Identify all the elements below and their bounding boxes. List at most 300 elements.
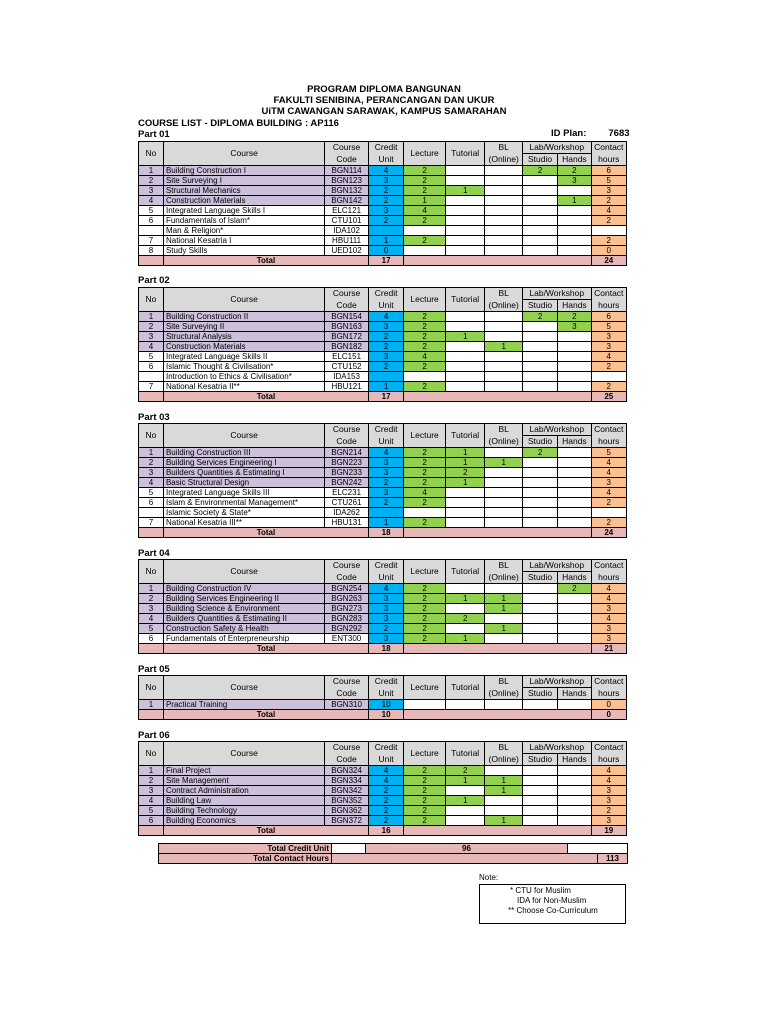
bl-online-hours: [485, 216, 522, 226]
bl-online-hours: [485, 700, 522, 710]
lecture-hours: 2: [404, 766, 446, 776]
total-row: [139, 826, 627, 836]
course-name: Construction Materials: [163, 196, 324, 206]
bl-online-hours: [485, 488, 522, 498]
table-row: [139, 176, 627, 186]
course-code: BGN310: [325, 700, 369, 710]
course-code: BGN142: [325, 196, 369, 206]
header-bl: BL: [485, 742, 522, 754]
hands-hours: [558, 796, 591, 806]
header-bl: BL: [485, 424, 522, 436]
contact-hours: 2: [591, 362, 626, 372]
header-no: No: [139, 560, 164, 584]
lecture-hours: 2: [404, 518, 446, 528]
row-number: 2: [139, 322, 164, 332]
header-no: No: [139, 288, 164, 312]
table-row: [139, 594, 627, 604]
contact-hours: 4: [591, 488, 626, 498]
course-name: Site Surveying I: [163, 176, 324, 186]
course-name: Building Services Engineering I: [163, 458, 324, 468]
table-row: [139, 216, 627, 226]
bl-online-hours: [485, 796, 522, 806]
credit-unit: 3: [368, 468, 403, 478]
bl-online-hours: [485, 226, 522, 236]
tutorial-hours: 1: [445, 634, 485, 644]
lecture-hours: 2: [404, 216, 446, 226]
faculty-title: FAKULTI SENIBINA, PERANCANGAN DAN UKUR: [273, 95, 495, 106]
bl-online-hours: 1: [485, 594, 522, 604]
tutorial-hours: [445, 700, 485, 710]
lecture-hours: 2: [404, 776, 446, 786]
contact-hours: 3: [591, 796, 626, 806]
tutorial-hours: 1: [445, 796, 485, 806]
tutorial-hours: 1: [445, 186, 485, 196]
bl-online-hours: [485, 634, 522, 644]
tutorial-hours: [445, 352, 485, 362]
course-name: Building Law: [163, 796, 324, 806]
credit-unit: 2: [368, 816, 403, 826]
row-number: [139, 372, 164, 382]
course-name: Integrated Language Skills III: [163, 488, 324, 498]
tutorial-hours: [445, 382, 485, 392]
course-name: Site Surveying II: [163, 322, 324, 332]
credit-unit: 4: [368, 776, 403, 786]
bl-online-hours: [485, 518, 522, 528]
table-row: [139, 206, 627, 216]
credit-unit: 3: [368, 594, 403, 604]
studio-hours: [522, 196, 557, 206]
header-no: No: [139, 424, 164, 448]
header-hands: Hands: [558, 754, 591, 766]
course-name: Building Economics: [163, 816, 324, 826]
course-name: Fundamentals of Enterpreneurship: [163, 634, 324, 644]
course-name: Building Services Engineering II: [163, 594, 324, 604]
course-name: Builders Quantities & Estimating II: [163, 614, 324, 624]
course-code: BGN123: [325, 176, 369, 186]
course-code: BGN334: [325, 776, 369, 786]
credit-unit: [368, 508, 403, 518]
studio-hours: 2: [522, 312, 557, 322]
course-name: Building Technology: [163, 806, 324, 816]
row-number: 2: [139, 776, 164, 786]
course-code: BGN242: [325, 478, 369, 488]
header-lab-workshop: Lab/Workshop: [522, 742, 591, 754]
lecture-hours: 2: [404, 458, 446, 468]
hands-hours: [558, 332, 591, 342]
row-number: 5: [139, 352, 164, 362]
hands-hours: [558, 352, 591, 362]
lecture-hours: 2: [404, 468, 446, 478]
credit-unit: 3: [368, 604, 403, 614]
course-name: Site Management: [163, 776, 324, 786]
course-code: BGN254: [325, 584, 369, 594]
header-bl: BL: [485, 560, 522, 572]
total-row: [139, 710, 627, 720]
bl-online-hours: [485, 246, 522, 256]
studio-hours: [522, 816, 557, 826]
bl-online-hours: 1: [485, 624, 522, 634]
table-row: [139, 226, 627, 236]
tutorial-hours: [445, 226, 485, 236]
bl-online-hours: [485, 312, 522, 322]
header-bl-2: (Online): [485, 154, 522, 166]
part-label: Part 03: [138, 412, 170, 423]
header-lecture: Lecture: [404, 424, 446, 448]
header-credit-unit: Credit: [368, 424, 403, 436]
total-credit-unit: 16: [368, 826, 403, 836]
header-course-code: Course: [325, 742, 369, 754]
hands-hours: [558, 786, 591, 796]
bl-online-hours: [485, 806, 522, 816]
studio-hours: [522, 226, 557, 236]
bl-online-hours: 1: [485, 776, 522, 786]
studio-hours: [522, 614, 557, 624]
lecture-hours: 2: [404, 634, 446, 644]
part-label: Part 02: [138, 275, 170, 286]
table-row: [139, 786, 627, 796]
header-contact-hours-2: hours: [591, 436, 626, 448]
tutorial-hours: 2: [445, 766, 485, 776]
credit-unit: 2: [368, 786, 403, 796]
course-code: BGN273: [325, 604, 369, 614]
header-bl-2: (Online): [485, 436, 522, 448]
contact-hours: 0: [591, 700, 626, 710]
studio-hours: [522, 362, 557, 372]
contact-hours: 2: [591, 806, 626, 816]
tutorial-hours: 1: [445, 594, 485, 604]
course-name: Building Construction I: [163, 166, 324, 176]
bl-online-hours: [485, 614, 522, 624]
hands-hours: [558, 246, 591, 256]
header-credit-unit-2: Unit: [368, 754, 403, 766]
course-code: IDA262: [325, 508, 369, 518]
bl-online-hours: [485, 584, 522, 594]
course-table: [138, 559, 627, 654]
studio-hours: [522, 216, 557, 226]
course-code: UED102: [325, 246, 369, 256]
course-code: ELC231: [325, 488, 369, 498]
header-lab-workshop: Lab/Workshop: [522, 424, 591, 436]
bl-online-hours: [485, 362, 522, 372]
lecture-hours: 2: [404, 448, 446, 458]
contact-hours: 2: [591, 518, 626, 528]
studio-hours: [522, 372, 557, 382]
bl-online-hours: [485, 236, 522, 246]
tutorial-hours: [445, 322, 485, 332]
header-credit-unit: Credit: [368, 142, 403, 154]
lecture-hours: [404, 700, 446, 710]
bl-online-hours: [485, 498, 522, 508]
header-no: No: [139, 142, 164, 166]
table-row: [139, 332, 627, 342]
header-course: Course: [163, 742, 324, 766]
table-row: [139, 166, 627, 176]
course-name: Integrated Language Skills II: [163, 352, 324, 362]
header-hands: Hands: [558, 436, 591, 448]
hands-hours: 3: [558, 176, 591, 186]
header-bl: BL: [485, 288, 522, 300]
course-code: IDA153: [325, 372, 369, 382]
studio-hours: [522, 206, 557, 216]
header-bl-2: (Online): [485, 572, 522, 584]
total-contact-label: Total Contact Hours: [159, 854, 332, 864]
header-studio: Studio: [522, 572, 557, 584]
lecture-hours: [404, 246, 446, 256]
row-number: 1: [139, 448, 164, 458]
header-course-code-2: Code: [325, 436, 369, 448]
studio-hours: [522, 634, 557, 644]
row-number: 1: [139, 166, 164, 176]
course-name: Contract Administration: [163, 786, 324, 796]
header-course-code: Course: [325, 676, 369, 688]
hands-hours: [558, 614, 591, 624]
credit-unit: 3: [368, 352, 403, 362]
contact-hours: 6: [591, 312, 626, 322]
header-bl-2: (Online): [485, 300, 522, 312]
hands-hours: [558, 216, 591, 226]
lecture-hours: 2: [404, 498, 446, 508]
course-table: [138, 141, 627, 266]
tutorial-hours: [445, 362, 485, 372]
table-row: [139, 322, 627, 332]
header-studio: Studio: [522, 300, 557, 312]
contact-hours: 4: [591, 352, 626, 362]
lecture-hours: 2: [404, 786, 446, 796]
row-number: [139, 508, 164, 518]
course-name: Practical Training: [163, 700, 324, 710]
total-label: Total: [163, 256, 368, 266]
lecture-hours: 2: [404, 604, 446, 614]
header-course: Course: [163, 560, 324, 584]
studio-hours: [522, 796, 557, 806]
table-row: [139, 776, 627, 786]
row-number: 6: [139, 498, 164, 508]
id-plan: [551, 128, 630, 139]
tutorial-hours: [445, 806, 485, 816]
header-tutorial: Tutorial: [445, 676, 485, 700]
credit-unit: 3: [368, 614, 403, 624]
contact-hours: [591, 226, 626, 236]
studio-hours: [522, 478, 557, 488]
tutorial-hours: 1: [445, 776, 485, 786]
header-bl-2: (Online): [485, 754, 522, 766]
header-course-code-2: Code: [325, 300, 369, 312]
header-studio: Studio: [522, 154, 557, 166]
row-number: 2: [139, 594, 164, 604]
course-name: Building Construction II: [163, 312, 324, 322]
header-tutorial: Tutorial: [445, 424, 485, 448]
tutorial-hours: 1: [445, 448, 485, 458]
contact-hours: 3: [591, 342, 626, 352]
course-code: BGN223: [325, 458, 369, 468]
contact-hours: [591, 508, 626, 518]
header-course-code-2: Code: [325, 154, 369, 166]
total-label: Total: [163, 710, 368, 720]
credit-unit: 4: [368, 766, 403, 776]
studio-hours: [522, 776, 557, 786]
studio-hours: [522, 236, 557, 246]
tutorial-hours: 1: [445, 458, 485, 468]
credit-unit: 4: [368, 448, 403, 458]
header-credit-unit: Credit: [368, 560, 403, 572]
course-code: CTU101: [325, 216, 369, 226]
studio-hours: [522, 700, 557, 710]
lecture-hours: 2: [404, 176, 446, 186]
table-row: [139, 508, 627, 518]
credit-unit: 0: [368, 246, 403, 256]
header-contact-hours: Contact: [591, 676, 626, 688]
contact-hours: 3: [591, 332, 626, 342]
header-hands: Hands: [558, 154, 591, 166]
credit-unit: 2: [368, 186, 403, 196]
bl-online-hours: [485, 352, 522, 362]
course-name: Man & Religion*: [163, 226, 324, 236]
bl-online-hours: 1: [485, 342, 522, 352]
tutorial-hours: [445, 372, 485, 382]
lecture-hours: 2: [404, 186, 446, 196]
table-row: [139, 488, 627, 498]
credit-unit: 2: [368, 624, 403, 634]
course-name: Islamic Society & State*: [163, 508, 324, 518]
credit-unit: 3: [368, 206, 403, 216]
header-hands: Hands: [558, 300, 591, 312]
contact-hours: [591, 372, 626, 382]
course-table: [138, 675, 627, 720]
bl-online-hours: 1: [485, 458, 522, 468]
contact-hours: 4: [591, 468, 626, 478]
total-contact-hours: 24: [591, 256, 626, 266]
hands-hours: [558, 458, 591, 468]
total-credit-unit: 17: [368, 392, 403, 402]
tutorial-hours: [445, 584, 485, 594]
contact-hours: 3: [591, 604, 626, 614]
studio-hours: [522, 584, 557, 594]
course-name: National Kesatria III**: [163, 518, 324, 528]
header-tutorial: Tutorial: [445, 742, 485, 766]
header-lecture: Lecture: [404, 676, 446, 700]
header-bl: BL: [485, 142, 522, 154]
total-contact-hours: 24: [591, 528, 626, 538]
tutorial-hours: 1: [445, 478, 485, 488]
course-code: BGN182: [325, 342, 369, 352]
hands-hours: [558, 478, 591, 488]
course-code: BGN372: [325, 816, 369, 826]
header-credit-unit: Credit: [368, 742, 403, 754]
course-name: Builders Quantities & Estimating I: [163, 468, 324, 478]
row-number: 5: [139, 624, 164, 634]
header-credit-unit-2: Unit: [368, 154, 403, 166]
hands-hours: [558, 624, 591, 634]
row-number: 1: [139, 700, 164, 710]
course-code: BGN163: [325, 322, 369, 332]
total-contact-hours: 0: [591, 710, 626, 720]
header-credit-unit-2: Unit: [368, 688, 403, 700]
studio-hours: [522, 458, 557, 468]
tutorial-hours: [445, 604, 485, 614]
header-no: No: [139, 742, 164, 766]
hands-hours: [558, 448, 591, 458]
table-row: [139, 186, 627, 196]
header-hands: Hands: [558, 688, 591, 700]
hands-hours: 3: [558, 322, 591, 332]
header-lecture: Lecture: [404, 142, 446, 166]
header-contact-hours-2: hours: [591, 688, 626, 700]
tutorial-hours: [445, 498, 485, 508]
contact-hours: 4: [591, 584, 626, 594]
credit-unit: 4: [368, 312, 403, 322]
tutorial-hours: [445, 786, 485, 796]
row-number: 7: [139, 518, 164, 528]
course-code: ELC151: [325, 352, 369, 362]
total-contact-value: 113: [598, 854, 628, 864]
header-lecture: Lecture: [404, 288, 446, 312]
header-credit-unit: Credit: [368, 288, 403, 300]
course-name: Basic Structural Design: [163, 478, 324, 488]
tutorial-hours: [445, 816, 485, 826]
row-number: 1: [139, 766, 164, 776]
contact-hours: 3: [591, 786, 626, 796]
hands-hours: 2: [558, 166, 591, 176]
lecture-hours: 2: [404, 362, 446, 372]
total-label: Total: [163, 392, 368, 402]
hands-hours: [558, 766, 591, 776]
row-number: 4: [139, 614, 164, 624]
hands-hours: [558, 700, 591, 710]
campus-title: UiTM CAWANGAN SARAWAK, KAMPUS SAMARAHAN: [261, 106, 507, 117]
hands-hours: [558, 806, 591, 816]
credit-unit: 3: [368, 458, 403, 468]
header-lab-workshop: Lab/Workshop: [522, 676, 591, 688]
course-name: Islam & Environmental Management*: [163, 498, 324, 508]
lecture-hours: 2: [404, 806, 446, 816]
lecture-hours: 2: [404, 322, 446, 332]
bl-online-hours: 1: [485, 604, 522, 614]
total-row: [139, 392, 627, 402]
lecture-hours: 2: [404, 614, 446, 624]
hands-hours: [558, 342, 591, 352]
header-lab-workshop: Lab/Workshop: [522, 560, 591, 572]
header-studio: Studio: [522, 688, 557, 700]
studio-hours: [522, 382, 557, 392]
contact-hours: 3: [591, 186, 626, 196]
hands-hours: [558, 634, 591, 644]
total-credit-unit: 10: [368, 710, 403, 720]
lecture-hours: 2: [404, 342, 446, 352]
row-number: 4: [139, 196, 164, 206]
tutorial-hours: [445, 342, 485, 352]
header-credit-unit: Credit: [368, 676, 403, 688]
lecture-hours: 2: [404, 796, 446, 806]
note-line-2: IDA for Non-Muslim: [517, 896, 587, 905]
header-lecture: Lecture: [404, 560, 446, 584]
tutorial-hours: [445, 518, 485, 528]
studio-hours: [522, 322, 557, 332]
row-number: 6: [139, 362, 164, 372]
studio-hours: [522, 488, 557, 498]
credit-unit: 1: [368, 236, 403, 246]
table-row: [139, 624, 627, 634]
bl-online-hours: [485, 186, 522, 196]
row-number: 3: [139, 468, 164, 478]
part-label: Part 04: [138, 548, 170, 559]
part-label: Part 01: [138, 129, 170, 140]
total-credit-unit: 17: [368, 256, 403, 266]
table-row: [139, 362, 627, 372]
header-contact-hours-2: hours: [591, 572, 626, 584]
course-name: Fundamentals of Islam*: [163, 216, 324, 226]
bl-online-hours: [485, 176, 522, 186]
table-row: [139, 246, 627, 256]
